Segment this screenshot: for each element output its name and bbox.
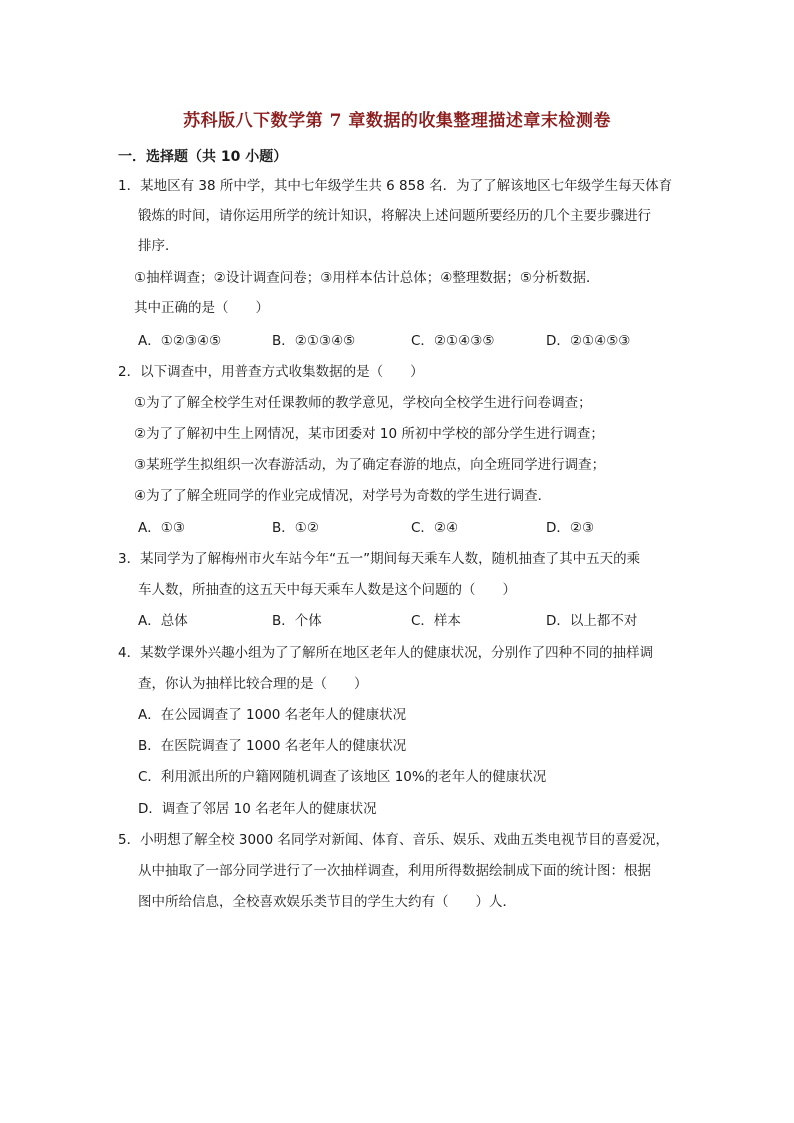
q2-line-5: ④为了了解全班同学的作业完成情况，对学号为奇数的学生进行调查．: [134, 488, 552, 504]
q3-option-c: C．样本: [411, 613, 461, 629]
q1-line-4: ①抽样调查；②设计调查问卷；③用样本估计总体；④整理数据；⑤分析数据．: [134, 270, 600, 286]
q1-line-1: 1．某地区有 38 所中学，其中七年级学生共 6 858 名．为了了解该地区七年级学生每天体育: [118, 178, 673, 194]
q2-option-c: C．②④: [411, 520, 459, 536]
q2-option-a: A．①③: [138, 520, 185, 536]
q3-option-a: A．总体: [138, 613, 188, 629]
q4-line-2: 查，你认为抽样比较合理的是（ ）: [138, 676, 368, 692]
q3-line-2: 车人数，所抽查的这五天中每天乘车人数是这个问题的（ ）: [138, 582, 516, 598]
q2-line-3: ②为了了解初中生上网情况，某市团委对 10 所初中学校的部分学生进行调查；: [134, 426, 604, 442]
q2-line-4: ③某班学生拟组织一次春游活动，为了确定春游的地点，向全班同学进行调查；: [134, 457, 606, 473]
q2-option-d: D．②③: [546, 520, 595, 536]
q4-option-a: A．在公园调查了 1000 名老年人的健康状况: [138, 707, 407, 723]
q4-option-d: D．调查了邻居 10 名老年人的健康状况: [138, 801, 377, 817]
q1-line-2: 锻炼的时间，请你运用所学的统计知识，将解决上述问题所要经历的几个主要步骤进行: [138, 208, 651, 224]
q2-line-1: 2．以下调查中，用普查方式收集数据的是（ ）: [118, 364, 424, 380]
section-heading: 一．选择题（共 10 小题）: [118, 149, 288, 165]
q4-option-b: B．在医院调查了 1000 名老年人的健康状况: [138, 738, 407, 754]
q3-line-1: 3．某同学为了解梅州市火车站今年“五一”期间每天乘车人数，随机抽查了其中五天的乘: [118, 551, 641, 567]
q3-option-d: D．以上都不对: [546, 613, 638, 629]
q4-line-1: 4．某数学课外兴趣小组为了了解所在地区老年人的健康状况，分别作了四种不同的抽样调: [118, 645, 654, 661]
q1-option-d: D．②①④⑤③: [546, 333, 631, 349]
q1-option-a: A．①②③④⑤: [138, 333, 222, 349]
q1-option-c: C．②①④③⑤: [411, 333, 495, 349]
q1-option-b: B．②①③④⑤: [272, 333, 356, 349]
q4-option-c: C．利用派出所的户籍网随机调查了该地区 10%的老年人的健康状况: [138, 769, 547, 785]
q1-line-3: 排序．: [138, 238, 179, 254]
q5-line-1: 5．小明想了解全校 3000 名同学对新闻、体育、音乐、娱乐、戏曲五类电视节目的喜爱况，: [118, 832, 670, 848]
q2-line-2: ①为了了解全校学生对任课教师的教学意见，学校向全校学生进行问卷调查；: [134, 395, 592, 411]
q1-line-5: 其中正确的是（ ）: [134, 300, 269, 316]
q5-line-3: 图中所给信息，全校喜欢娱乐类节目的学生大约有（ ）人．: [138, 894, 516, 910]
q5-line-2: 从中抽取了一部分同学进行了一次抽样调查，利用所得数据绘制成下面的统计图：根据: [138, 863, 651, 879]
q3-option-b: B．个体: [272, 613, 322, 629]
q2-option-b: B．①②: [272, 520, 319, 536]
document-title: 苏科版八下数学第 7 章数据的收集整理描述章末检测卷: [183, 111, 611, 131]
